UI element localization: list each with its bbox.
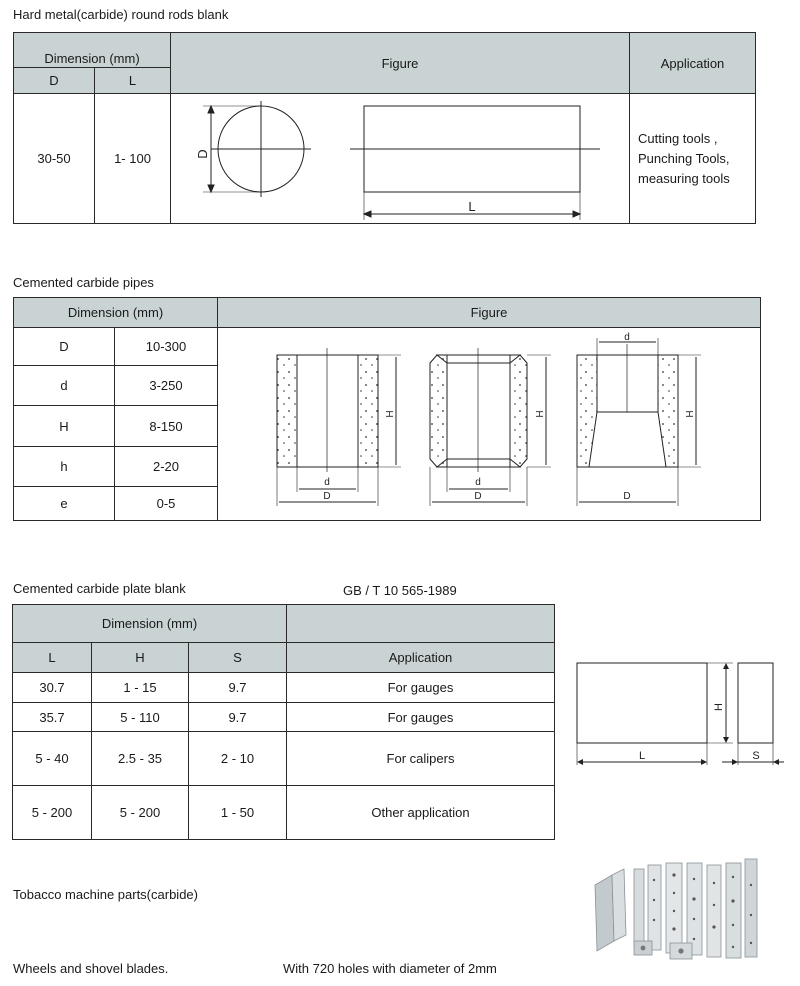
- plate-cell: 35.7: [13, 703, 92, 732]
- pipe1-wall-left: [277, 355, 297, 467]
- plate-cell: 5 - 200: [92, 786, 189, 840]
- plate-cell: 5 - 110: [92, 703, 189, 732]
- rods-dimension-header: Dimension (mm): [14, 33, 171, 68]
- pipes-row-value: 2-20: [115, 447, 218, 487]
- plate-cell: 9.7: [189, 673, 287, 703]
- pipes-row-name: D: [14, 328, 115, 366]
- pipes-row-name: H: [14, 406, 115, 447]
- pipes-row-name: e: [14, 487, 115, 521]
- plate-cell: 1 - 50: [189, 786, 287, 840]
- pipe1-D-label: D: [323, 491, 331, 502]
- part-bar: [687, 863, 702, 955]
- rods-application-cell: [630, 94, 756, 224]
- rods-l-value: 1- 100: [95, 94, 171, 224]
- holes-caption: With 720 holes with diameter of 2mm: [283, 961, 497, 976]
- rods-application-header: Application: [630, 33, 756, 94]
- plate-front-rect: [577, 663, 707, 743]
- pipes-row-name: h: [14, 447, 115, 487]
- rods-d-header: D: [14, 68, 95, 94]
- plate-side-rect: [738, 663, 773, 743]
- plate-blank-header: [287, 605, 555, 643]
- tobacco-parts-photo: [590, 855, 765, 965]
- pipes-row-name: d: [14, 366, 115, 406]
- pipe1-wall-right: [358, 355, 378, 467]
- plate-application-header: Application: [287, 643, 555, 673]
- pipe3-wall-left: [577, 355, 597, 467]
- rods-d-value: 30-50: [14, 94, 95, 224]
- pipes-row-value: 10-300: [115, 328, 218, 366]
- tobacco-title: Tobacco machine parts(carbide): [13, 887, 198, 902]
- plate-application-cell: For gauges: [287, 703, 555, 732]
- pipe3-wall-right: [658, 355, 678, 467]
- plate-cell: 5 - 200: [13, 786, 92, 840]
- part-bar: [634, 869, 644, 947]
- pipe2-d-label: d: [475, 477, 481, 488]
- pipes-row-value: 3-250: [115, 366, 218, 406]
- plate-cell: 2 - 10: [189, 732, 287, 786]
- rod-figure: [195, 96, 615, 224]
- plate-s-label: S: [752, 750, 760, 762]
- pipes-row-value: 8-150: [115, 406, 218, 447]
- plate-cell: 30.7: [13, 673, 92, 703]
- plate-cell: 2.5 - 35: [92, 732, 189, 786]
- pipe2-wall-left: [430, 355, 447, 467]
- rods-app-line: Cutting tools ,: [638, 130, 718, 146]
- plate-h-header: H: [92, 643, 189, 673]
- rods-title: Hard metal(carbide) round rods blank: [13, 7, 229, 22]
- rods-app-line: measuring tools: [638, 170, 730, 186]
- pipes-figure: [265, 330, 715, 510]
- plate-cell: 9.7: [189, 703, 287, 732]
- rods-l-header: L: [95, 68, 171, 94]
- pipe3-H-label: H: [685, 410, 696, 418]
- plate-figure: [570, 655, 785, 770]
- pipes-title: Cemented carbide pipes: [13, 275, 154, 290]
- pipes-dimension-header: Dimension (mm): [14, 298, 218, 328]
- plate-cell: 5 - 40: [13, 732, 92, 786]
- plate-h-label: H: [713, 703, 725, 711]
- pipe1-d-label: d: [324, 477, 330, 488]
- plate-application-cell: Other application: [287, 786, 555, 840]
- pipe2-H-label: H: [535, 410, 546, 418]
- plate-l-label: L: [638, 750, 646, 762]
- rod-l-label: L: [468, 199, 476, 214]
- plate-dimension-header: Dimension (mm): [13, 605, 287, 643]
- plate-application-cell: For calipers: [287, 732, 555, 786]
- pipe2-D-label: D: [474, 491, 482, 502]
- plate-cell: 1 - 15: [92, 673, 189, 703]
- plate-table: [12, 604, 555, 840]
- pipe3-D-label: D: [623, 491, 631, 502]
- part-bar: [595, 875, 614, 951]
- plate-application-cell: For gauges: [287, 673, 555, 703]
- pipe2-wall-right: [510, 355, 527, 467]
- plate-s-header: S: [189, 643, 287, 673]
- part-bar: [648, 865, 661, 950]
- plate-l-header: L: [13, 643, 92, 673]
- pipes-row-value: 0-5: [115, 487, 218, 521]
- plate-title: Cemented carbide plate blank: [13, 581, 186, 596]
- plate-standard: GB / T 10 565-1989: [343, 583, 457, 598]
- rods-app-line: Punching Tools,: [638, 150, 730, 166]
- pipe3-d-label: d: [624, 332, 630, 343]
- rods-figure-header: Figure: [171, 33, 630, 94]
- part-bar: [707, 865, 721, 957]
- rod-d-label: D: [195, 149, 210, 159]
- pipe1-H-label: H: [385, 410, 396, 418]
- pipes-figure-header: Figure: [218, 298, 761, 328]
- wheels-title: Wheels and shovel blades.: [13, 961, 169, 976]
